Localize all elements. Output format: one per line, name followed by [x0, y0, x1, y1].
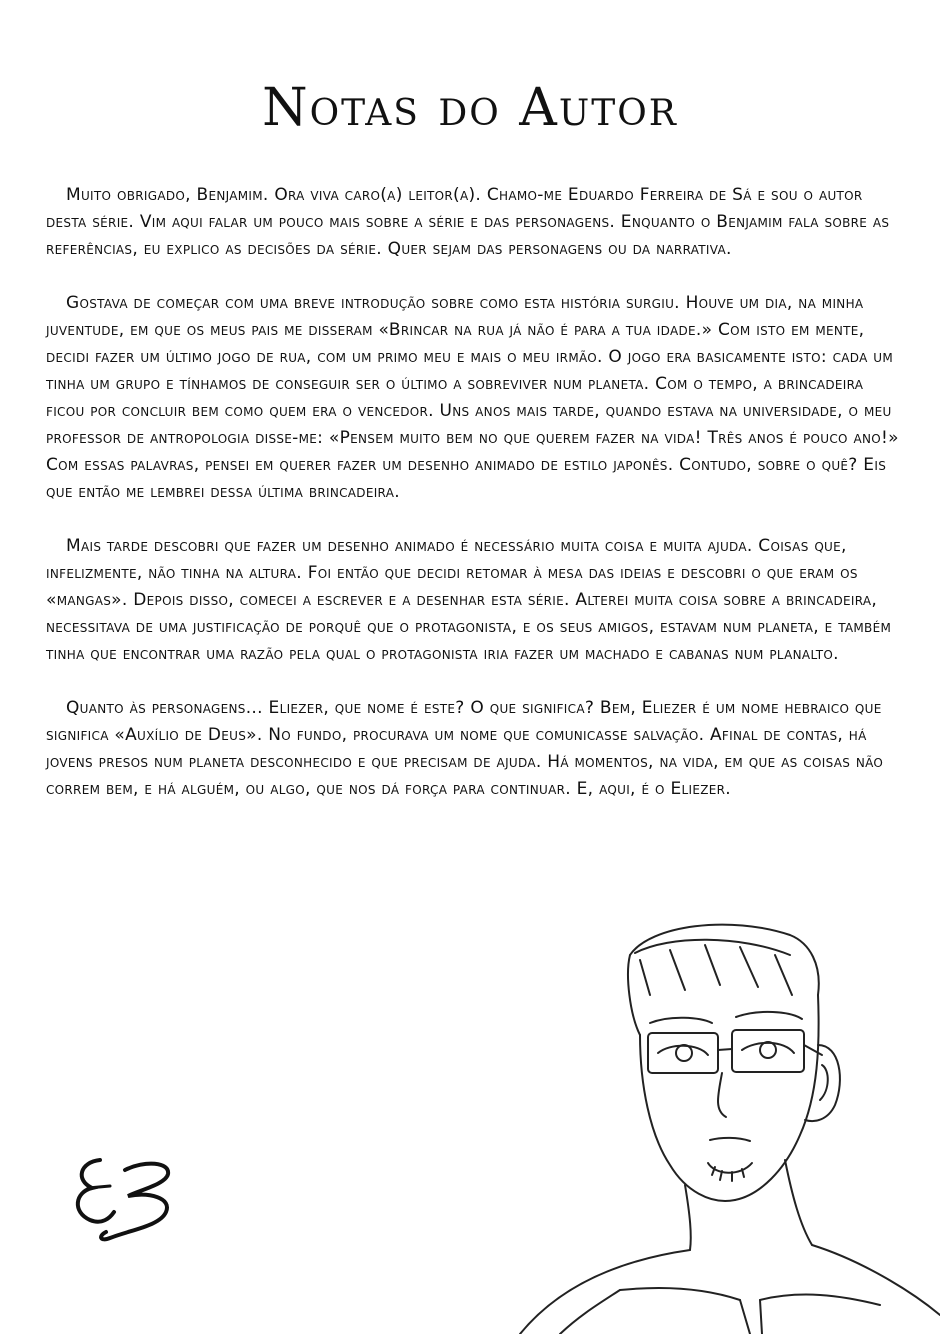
paragraph-characters: Quanto às personagens... Eliezer, que nome é este? O que significa? Bem, Eliezer é um nome hebraico que significa «Auxílio de Deus». No fundo, procurava um nome que comunicasse salvação. Afinal de contas, há jovens presos num planeta desconhecido e que precisam de ajuda. Há momentos, na vida, em que as coisas não correm bem, e há alguém, ou algo, que nos dá força para continuar. E, aqui, é o Eliezer. — [46, 698, 884, 799]
paragraph-manga: Mais tarde descobri que fazer um desenho animado é necessário muita coisa e muita ajuda. Coisas que, infelizmente, não tinha na altura. Foi então que decidi retomar à mesa das ideias e descobri o que eram os «mangas». Depois disso, comecei a escrever e a desenhar esta série. Alterei muita coisa sobre a brincadeira, necessitava de uma justificação de porquê que o protagonista, e os seus amigos, estavam num planeta, e também tinha que encontrar uma razão pela qual o protagonista iria fazer um machado e cabanas num planalto. — [46, 536, 892, 664]
author-portrait-sketch — [500, 905, 940, 1334]
body-text — [46, 182, 906, 830]
paragraph-origin: Gostava de começar com uma breve introdução sobre como esta história surgiu. Houve um dia, na minha juventude, em que os meus pais me disseram «Brincar na rua já não é para a tua idade.» Com isto em mente, decidi fazer um último jogo de rua, com um primo meu e mais o meu irmão. O jogo era basicamente isto: cada um tinha um grupo e tínhamos de conseguir ser o último a sobreviver num planeta. Com o tempo, a brincadeira ficou por concluir bem como quem era o vencedor. Uns anos mais tarde, quando estava na universidade, o meu professor de antropologia disse-me: «Pensem muito bem no que querem fazer na vida! Três anos é pouco ano!» Com essas palavras, pensei em querer fazer um desenho animado de estilo japonês. Contudo, sobre o quê? Eis que então me lembrei dessa última brincadeira. — [46, 293, 899, 502]
paragraph-intro: Muito obrigado, Benjamim. Ora viva caro(a) leitor(a). Chamo-me Eduardo Ferreira de Sá e sou o autor desta série. Vim aqui falar um pouco mais sobre a série e das personagens. Enquanto o Benjamim fala sobre as referências, eu explico as decisões da série. Quer sejam das personagens ou da narrativa. — [46, 185, 890, 259]
author-signature — [70, 1140, 190, 1245]
page-title: Notas do Autor — [262, 78, 678, 138]
